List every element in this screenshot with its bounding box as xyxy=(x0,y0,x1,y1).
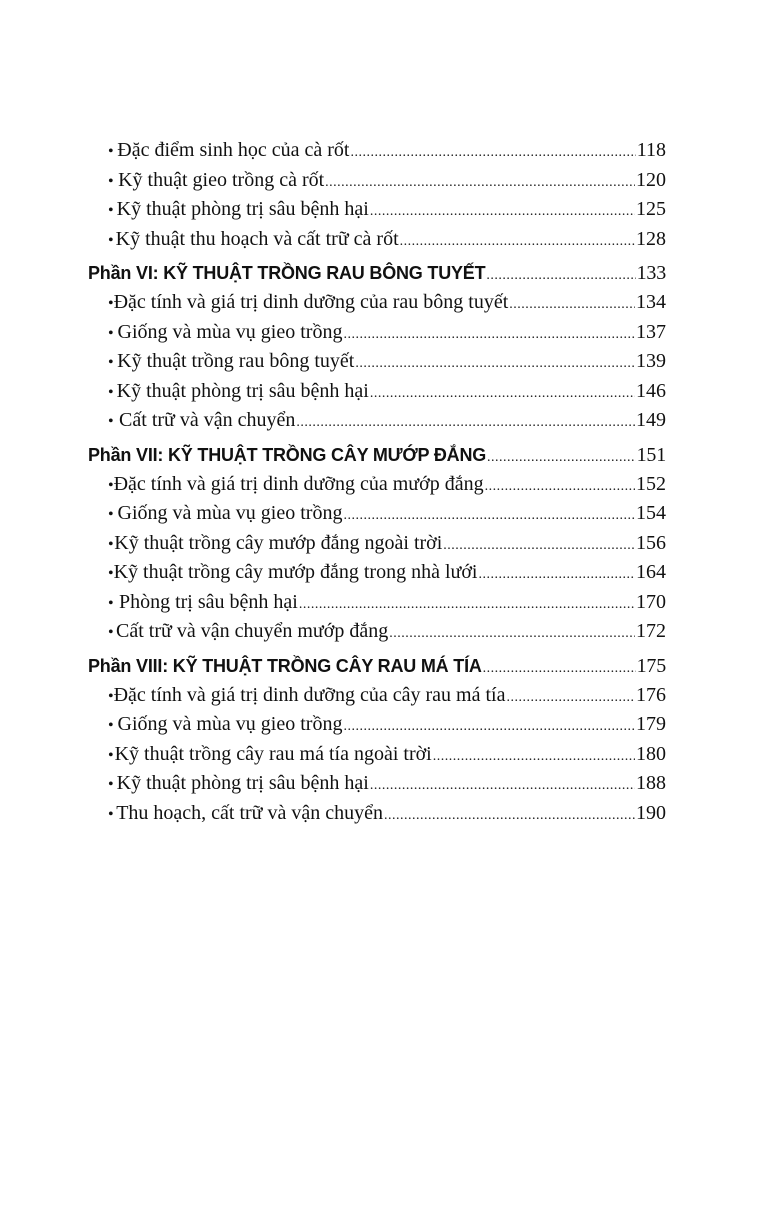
bullet-icon: • xyxy=(108,535,114,553)
toc-entry[interactable] xyxy=(88,347,666,377)
entry-title: Kỹ thuật thu hoạch và cất trữ cà rốt xyxy=(115,227,399,250)
entry-page-number: 179 xyxy=(636,713,666,735)
entry-title: Đặc điểm sinh học của cà rốt xyxy=(117,139,350,161)
entry-title: Cất trữ và vận chuyển mướp đắng xyxy=(116,620,389,642)
entry-page-number: 146 xyxy=(636,379,666,402)
dot-leader xyxy=(370,379,635,409)
dot-leader xyxy=(483,654,636,684)
bullet-icon: • xyxy=(108,324,114,342)
entry-page-number: 128 xyxy=(636,227,666,250)
entry-title: Kỹ thuật trồng cây mướp đắng ngoài trời xyxy=(114,531,443,554)
bullet-icon: • xyxy=(108,231,114,249)
dot-leader xyxy=(400,227,635,257)
entry-title: Kỹ thuật trồng cây mướp đắng trong nhà lưới xyxy=(113,561,478,583)
carrot-entries xyxy=(88,136,666,254)
entry-title: Kỹ thuật phòng trị sâu bệnh hại xyxy=(116,379,369,402)
part-heading-8[interactable] xyxy=(88,651,666,681)
entry-page-number: 152 xyxy=(636,472,666,495)
toc-entry[interactable] xyxy=(88,617,666,647)
toc-entry[interactable] xyxy=(88,529,666,559)
entry-title: Kỹ thuật phòng trị sâu bệnh hại xyxy=(116,772,369,794)
dot-leader xyxy=(355,349,635,379)
dot-leader xyxy=(384,801,635,831)
part-page-number: 151 xyxy=(636,443,666,466)
entry-title: Phòng trị sâu bệnh hại xyxy=(118,590,298,613)
bullet-icon: • xyxy=(108,202,114,219)
part-page-number: 133 xyxy=(636,262,666,284)
dot-leader xyxy=(479,560,636,590)
toc-entry[interactable] xyxy=(88,377,666,407)
entry-title: Đặc tính và giá trị dinh dưỡng của rau bông tuyết xyxy=(113,291,509,313)
dot-leader xyxy=(486,261,635,291)
dot-leader xyxy=(350,138,635,168)
entry-page-number: 139 xyxy=(636,350,666,372)
entry-page-number: 176 xyxy=(636,683,666,706)
bullet-icon: • xyxy=(108,383,114,401)
bullet-icon: • xyxy=(108,413,114,430)
toc-entry[interactable] xyxy=(88,710,666,740)
toc-entry[interactable] xyxy=(88,470,666,500)
part-heading-7[interactable] xyxy=(88,440,666,470)
bullet-icon: • xyxy=(108,594,114,612)
bullet-icon: • xyxy=(108,295,114,312)
bullet-icon: • xyxy=(108,805,114,823)
dot-leader xyxy=(343,320,635,350)
entry-page-number: 134 xyxy=(636,291,666,313)
entry-page-number: 154 xyxy=(636,502,666,524)
dot-leader xyxy=(389,619,635,649)
entry-page-number: 156 xyxy=(636,531,666,554)
dot-leader xyxy=(485,472,635,502)
bullet-icon: • xyxy=(108,746,114,764)
bullet-icon: • xyxy=(108,506,114,523)
toc-entry[interactable] xyxy=(88,406,666,436)
dot-leader xyxy=(487,443,636,473)
part-title: Phần VII: KỸ THUẬT TRỒNG CÂY MƯỚP ĐẮNG xyxy=(88,444,487,465)
toc-entry[interactable] xyxy=(88,318,666,348)
bullet-icon: • xyxy=(108,624,114,641)
entry-page-number: 188 xyxy=(636,772,666,794)
entry-title: Đặc tính và giá trị dinh dưỡng của mướp đắng xyxy=(113,472,484,495)
bullet-icon: • xyxy=(108,354,114,371)
toc-entry[interactable] xyxy=(88,740,666,770)
dot-leader xyxy=(343,501,635,531)
entry-page-number: 120 xyxy=(636,168,666,191)
bullet-icon: • xyxy=(108,143,114,160)
dot-leader xyxy=(296,408,635,438)
toc-entry[interactable] xyxy=(88,225,666,255)
toc-entry[interactable] xyxy=(88,166,666,196)
entry-title: Cất trữ và vận chuyển xyxy=(119,409,296,431)
entry-title: Giống và mùa vụ gieo trồng xyxy=(117,320,343,343)
toc-entry[interactable] xyxy=(88,769,666,799)
entry-page-number: 170 xyxy=(636,590,666,613)
entry-title: Thu hoạch, cất trữ và vận chuyển xyxy=(116,801,384,824)
entry-title: Giống và mùa vụ gieo trồng xyxy=(117,502,343,524)
entry-title: Kỹ thuật gieo trồng cà rốt xyxy=(118,168,325,191)
bullet-icon: • xyxy=(108,687,114,705)
dot-leader xyxy=(343,712,635,742)
toc-entry[interactable] xyxy=(88,799,666,829)
toc-entry[interactable] xyxy=(88,499,666,529)
toc-entry[interactable] xyxy=(88,136,666,166)
entry-page-number: 180 xyxy=(636,742,666,765)
part-page-number: 175 xyxy=(636,654,666,677)
entry-page-number: 137 xyxy=(636,320,666,343)
dot-leader xyxy=(433,742,635,772)
bullet-icon: • xyxy=(108,565,114,582)
entry-title: Kỹ thuật trồng rau bông tuyết xyxy=(117,350,355,372)
entry-page-number: 172 xyxy=(636,620,666,642)
entry-title: Giống và mùa vụ gieo trồng xyxy=(117,713,343,735)
bullet-icon: • xyxy=(108,717,114,734)
toc-entry[interactable] xyxy=(88,195,666,225)
toc-entry[interactable] xyxy=(88,681,666,711)
part-heading-6[interactable] xyxy=(88,258,666,288)
dot-leader xyxy=(370,771,635,801)
entry-page-number: 125 xyxy=(636,198,666,220)
bullet-icon: • xyxy=(108,476,114,494)
entry-title: Đặc tính và giá trị dinh dưỡng của cây rau má tía xyxy=(113,683,506,706)
table-of-contents xyxy=(88,136,666,828)
entry-page-number: 149 xyxy=(636,409,666,431)
entry-title: Kỹ thuật phòng trị sâu bệnh hại xyxy=(116,198,369,220)
dot-leader xyxy=(509,290,635,320)
bullet-icon: • xyxy=(108,776,114,793)
bullet-icon: • xyxy=(108,172,114,190)
entry-page-number: 118 xyxy=(636,139,666,161)
entry-page-number: 164 xyxy=(636,561,666,583)
part-title: Phần VIII: KỸ THUẬT TRỒNG CÂY RAU MÁ TÍA xyxy=(88,655,482,676)
toc-entry[interactable] xyxy=(88,588,666,618)
dot-leader xyxy=(443,531,635,561)
toc-entry[interactable] xyxy=(88,288,666,318)
dot-leader xyxy=(506,683,635,713)
dot-leader xyxy=(370,197,635,227)
entry-page-number: 190 xyxy=(636,801,666,824)
dot-leader xyxy=(325,168,635,198)
entry-title: Kỹ thuật trồng cây rau má tía ngoài trời xyxy=(114,742,432,765)
part-title: Phần VI: KỸ THUẬT TRỒNG RAU BÔNG TUYẾT xyxy=(88,263,486,283)
toc-entry[interactable] xyxy=(88,558,666,588)
dot-leader xyxy=(299,590,635,620)
